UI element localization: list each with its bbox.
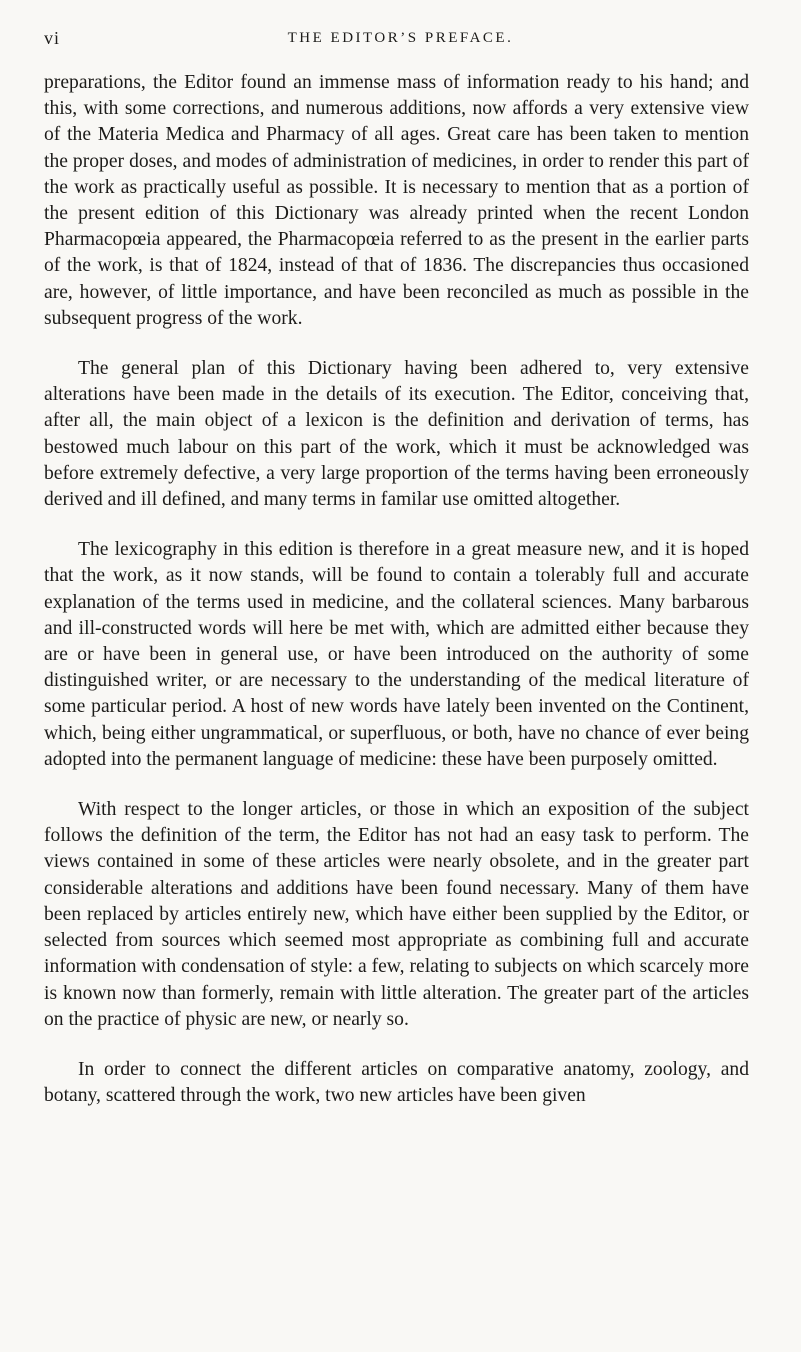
page-header — [44, 28, 757, 50]
paragraph-4: With respect to the longer articles, or those in which an exposition of the subject follows the definition of the term, the Editor has not had an easy task to perform. The views contained in some of these articles were nearly obsolete, and in the greater part considerable alterations and additions have been found necessary. Many of them have been replaced by articles entirely new, which have either been supplied by the Editor, or selected from sources which seemed most appropriate as combining full and accurate information with condensation of style: a few, relating to subjects on which scarcely more is known now than formerly, remain with little alteration. The greater part of the articles on the practice of physic are new, or nearly so. — [44, 799, 749, 1030]
paragraph-1: preparations, the Editor found an immense mass of information ready to his hand; and this, with some corrections, and numerous additions, now affords a very extensive view of the Materia Medica and Pharmacy of all ages. Great care has been taken to mention the proper doses, and modes of administration of medicines, in order to render this part of the work as practically useful as possible. It is necessary to mention that as a portion of the present edition of this Dictionary was already printed when the recent London Pharmacopœia appeared, the Pharmacopœia referred to as the present in the earlier parts of the work, is that of 1824, instead of that of 1836. The discrepancies thus occasioned are, however, of little importance, and have been reconciled as much as possible in the subsequent progress of the work. — [44, 72, 749, 329]
running-title: THE EDITOR’S PREFACE. — [287, 30, 514, 46]
paragraph-3: The lexicography in this edition is therefore in a great measure new, and it is hoped that the work, as it now stands, will be found to contain a tolerably full and accurate explanation of the terms used in medicine, and the collateral sciences. Many barbarous and ill-constructed words will here be met with, which are admitted either because they are or have been in general use, or have been introduced on the authority of some distinguished writer, or are necessary to the understanding of the medical literature of some particular period. A host of new words have lately been invented on the Continent, which, being either ungrammatical, or superfluous, or both, have no chance of ever being adopted into the permanent language of medicine: these have been purposely omitted. — [44, 539, 749, 770]
paragraph-5: In order to connect the different articles on comparative anatomy, zoology, and botany, scattered through the work, two new articles have been given — [44, 1058, 749, 1107]
body-text — [44, 70, 749, 1109]
page-number: vi — [44, 28, 61, 48]
paragraph-2: The general plan of this Dictionary having been adhered to, very extensive alterations have been made in the details of its execution. The Editor, conceiving that, after all, the main object of a lexicon is the definition and derivation of terms, has bestowed much labour on this part of the work, which it must be acknowledged was before extremely defective, a very large proportion of the terms having been erroneously derived and ill defined, and many terms in familar use omitted altogether. — [44, 358, 749, 511]
